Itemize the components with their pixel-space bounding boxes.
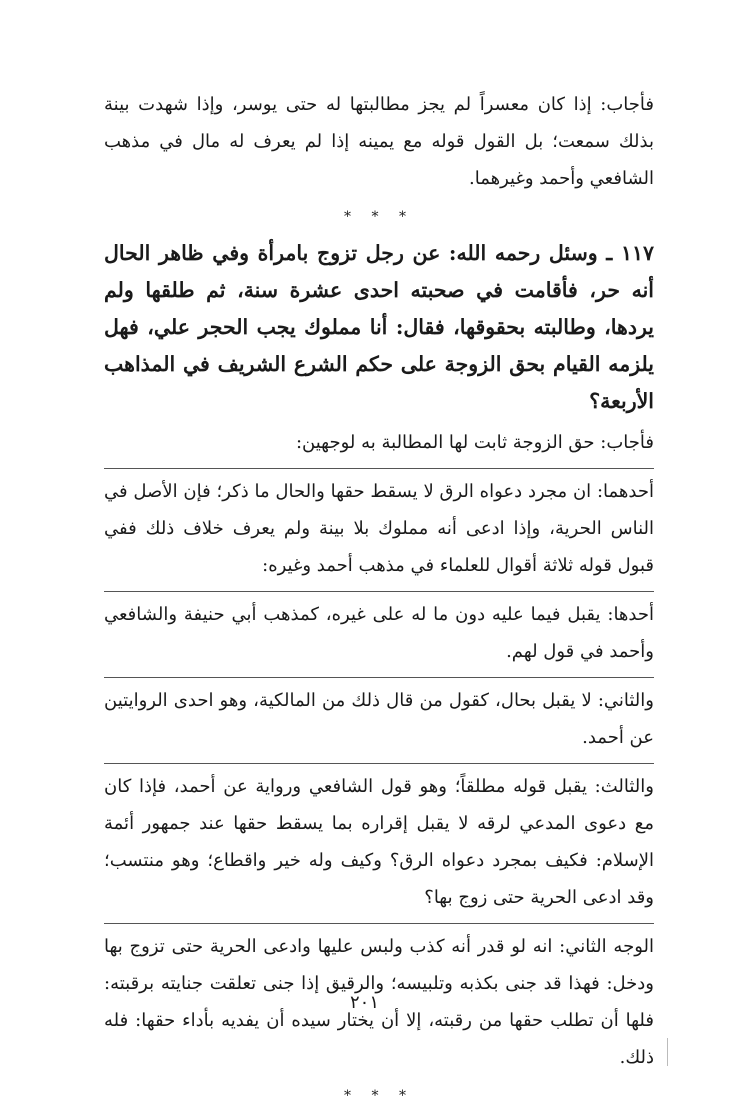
divider bbox=[104, 591, 654, 592]
divider bbox=[104, 468, 654, 469]
answer-lead: فأجاب: حق الزوجة ثابت لها المطالبة به لوجهين: bbox=[295, 432, 654, 453]
body-paragraph-4: والثالث: يقبل قوله مطلقاً؛ وهو قول الشافعي ورواية عن أحمد، فإذا كان مع دعوى المدعي لرقه لا يقبل إقراره بما يسقط حقها عند جمهور أئمة الإسلام: فكيف بمجرد دعواه الرق؟ وكيف وله خير واقطاع؛ وهو منتسب؛ وقد ادعى الحرية حتى زوج بها؟ bbox=[104, 776, 654, 908]
divider bbox=[104, 763, 654, 764]
divider bbox=[104, 677, 654, 678]
section-separator: * * * bbox=[344, 209, 414, 225]
page-edge-mark bbox=[667, 1038, 668, 1066]
body-paragraph-2: أحدها: يقبل فيما عليه دون ما له على غيره، كمذهب أبي حنيفة والشافعي وأحمد في قول لهم. bbox=[104, 604, 654, 662]
page-body bbox=[104, 86, 654, 1114]
question-117: ١١٧ ـ وسئل رحمه الله: عن رجل تزوج بامرأة وفي ظاهر الحال أنه حر، فأقامت في صحبته احدى عشرة سنة، ثم طلقها ولم يردها، وطالبته بحقوقها، فقال: أنا مملوك يجب الحجر علي، فهل يلزمه القيام بحق الزوجة على حكم الشرع الشريف في المذاهب الأربعة؟ bbox=[104, 241, 654, 413]
body-paragraph-5: الوجه الثاني: انه لو قدر أنه كذب ولبس عليها وادعى الحرية حتى تزوج بها ودخل: فهذا قد جنى بكذبه وتلبيسه؛ والرقيق إذا جنى تعلقت جنايته برقبته: فلها أن تطلب حقها من رقبته، إلا أن يختار سيده أن يفديه بأداء حقها: فله ذلك. bbox=[104, 936, 654, 1068]
body-paragraph-1: أحدهما: ان مجرد دعواه الرق لا يسقط حقها والحال ما ذكر؛ فإن الأصل في الناس الحرية، وإذا ادعى أنه مملوك بلا بينة ولم يعرف خلاف ذلك ففي قبول قوله ثلاثة أقوال للعلماء في مذهب أحمد وغيره: bbox=[104, 481, 654, 576]
answer-paragraph-top: فأجاب: إذا كان معسراً لم يجز مطالبتها له حتى يوسر، وإذا شهدت بينة بذلك سمعت؛ بل القول قوله مع يمينه إذا لم يعرف له مال في مذهب الشافعي وأحمد وغيرهما. bbox=[104, 94, 654, 189]
body-paragraph-3: والثاني: لا يقبل بحال، كقول من قال ذلك من المالكية، وهو احدى الروايتين عن أحمد. bbox=[104, 690, 654, 748]
divider bbox=[104, 923, 654, 924]
section-separator-end: * * * bbox=[344, 1088, 414, 1104]
page-number: ٢٠١ bbox=[349, 992, 379, 1013]
